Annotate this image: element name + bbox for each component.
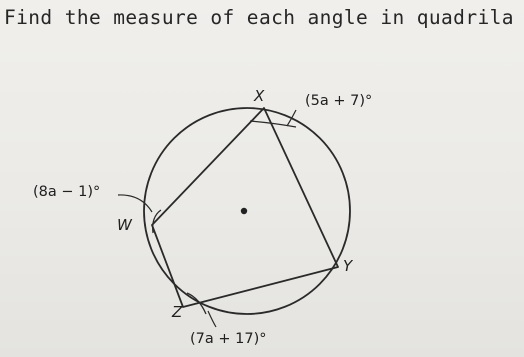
angle-expression-w: (8a − 1)° <box>33 184 101 200</box>
leader-line-w <box>118 195 152 212</box>
quadrilateral-wxyz <box>152 108 338 307</box>
vertex-label-y: Y <box>343 257 353 275</box>
problem-instruction: Find the measure of each angle in quadrila <box>4 6 514 29</box>
leader-line-z <box>208 311 216 327</box>
circle-center-point <box>241 208 247 214</box>
vertex-label-w: W <box>117 216 132 234</box>
vertex-label-x: X <box>254 87 265 105</box>
angle-expression-z: (7a + 17)° <box>190 331 267 347</box>
leader-line-x <box>287 110 296 126</box>
angle-expression-x: (5a + 7)° <box>305 93 373 109</box>
vertex-label-z: Z <box>172 303 183 321</box>
